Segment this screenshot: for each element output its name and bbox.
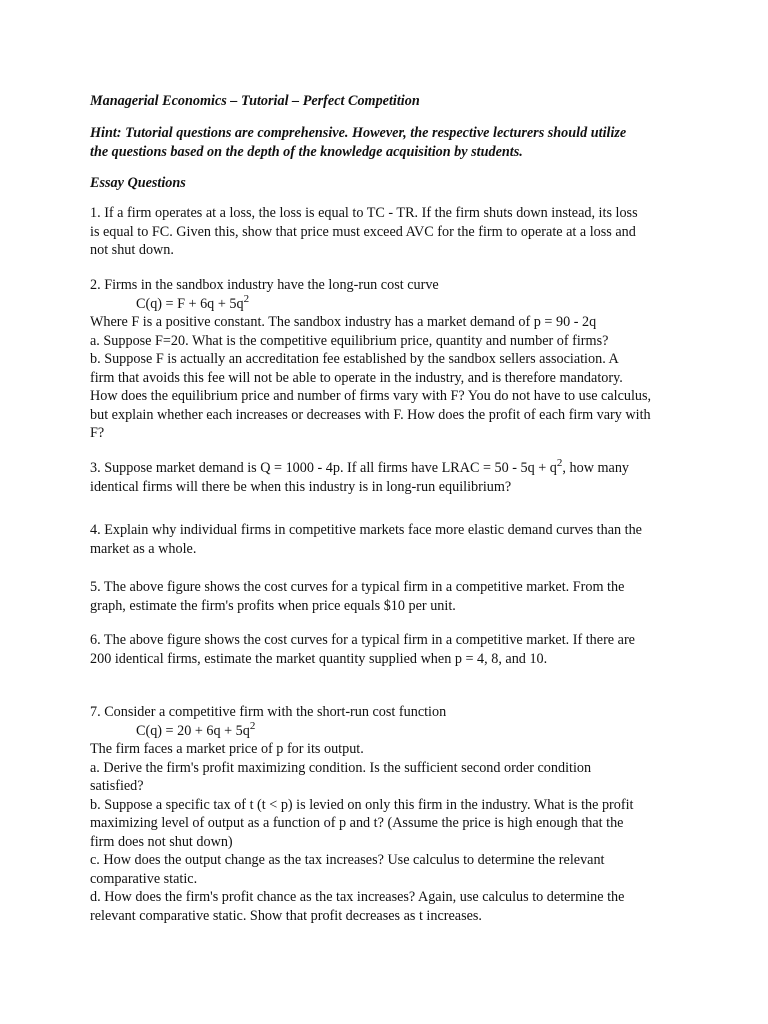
question-2-line: firm that avoids this fee will not be able to operate in the industry, and is therefore mandatory. xyxy=(90,369,623,386)
question-1 xyxy=(90,204,688,260)
question-4 xyxy=(90,521,688,558)
formula-text: C(q) = F + 6q + 5q xyxy=(136,295,244,312)
question-7-line: d. How does the firm's profit chance as the tax increases? Again, use calculus to determine the xyxy=(90,889,625,905)
question-7-line: maximizing level of output as a function of p and t? (Assume the price is high enough that the xyxy=(90,815,624,831)
question-2-line: How does the equilibrium price and number of firms vary with F? You do not have to use calculus, xyxy=(90,388,652,404)
section-heading: Essay Questions xyxy=(90,175,186,191)
question-3-exponent: 2 xyxy=(556,457,563,469)
question-3-text-end: , how many xyxy=(562,460,630,476)
question-7-line: The firm faces a market price of p for its output. xyxy=(90,741,364,757)
question-6-line: 6. The above figure shows the cost curves for a typical firm in a competitive market. If there are xyxy=(90,632,635,648)
question-7-formula xyxy=(90,719,688,741)
question-2-formula xyxy=(90,292,688,314)
question-2-line: a. Suppose F=20. What is the competitive equilibrium price, quantity and number of firms? xyxy=(90,332,609,349)
formula-exponent: 2 xyxy=(243,292,250,305)
question-4-line: 4. Explain why individual firms in competitive markets face more elastic demand curves than the xyxy=(90,522,642,538)
question-3-line: identical firms will there be when this industry is in long-run equilibrium? xyxy=(90,478,512,495)
question-1-line: 1. If a firm operates at a loss, the loss is equal to TC - TR. If the firm shuts down instead, its loss xyxy=(90,205,638,221)
question-3 xyxy=(90,459,688,496)
formula-text: C(q) = 20 + 6q + 5q xyxy=(136,722,250,739)
question-5-line: 5. The above figure shows the cost curves for a typical firm in a competitive market. From the xyxy=(90,579,625,595)
question-1-line: is equal to FC. Given this, show that price must exceed AVC for the firm to operate at a loss and xyxy=(90,223,636,240)
question-4-line: market as a whole. xyxy=(90,540,197,557)
question-1-line: not shut down. xyxy=(90,242,174,258)
question-3-line xyxy=(90,459,688,478)
question-2 xyxy=(90,276,688,443)
hint-paragraph xyxy=(90,124,688,161)
question-7-line: c. How does the output change as the tax increases? Use calculus to determine the relevant xyxy=(90,852,605,868)
question-2-line: F? xyxy=(90,425,105,441)
question-5-line: graph, estimate the firm's profits when price equals $10 per unit. xyxy=(90,597,456,614)
question-3-text: 3. Suppose market demand is Q = 1000 - 4p. If all firms have LRAC = 50 - 5q + q xyxy=(90,460,557,476)
question-2-line: Where F is a positive constant. The sandbox industry has a market demand of p = 90 - 2q xyxy=(90,314,597,330)
hint-line: the questions based on the depth of the knowledge acquisition by students. xyxy=(90,143,523,160)
question-7-line: relevant comparative static. Show that profit decreases as t increases. xyxy=(90,907,482,924)
question-6 xyxy=(90,631,688,668)
formula-exponent: 2 xyxy=(249,719,256,732)
question-2-line: b. Suppose F is actually an accreditation fee established by the sandbox sellers association. A xyxy=(90,351,619,367)
question-7-line: comparative static. xyxy=(90,870,198,887)
document-title: Managerial Economics – Tutorial – Perfect Competition xyxy=(90,93,420,109)
question-7-intro: 7. Consider a competitive firm with the short-run cost function xyxy=(90,704,447,720)
question-7-line: b. Suppose a specific tax of t (t < p) is levied on only this firm in the industry. What is the profit xyxy=(90,796,634,813)
question-7 xyxy=(90,703,688,925)
hint-line: Hint: Tutorial questions are comprehensive. However, the respective lecturers should utilize xyxy=(90,125,627,141)
question-7-line: a. Derive the firm's profit maximizing condition. Is the sufficient second order condition xyxy=(90,759,592,776)
question-6-line: 200 identical firms, estimate the market quantity supplied when p = 4, 8, and 10. xyxy=(90,650,548,667)
question-5 xyxy=(90,578,688,615)
question-2-intro: 2. Firms in the sandbox industry have the long-run cost curve xyxy=(90,277,439,293)
question-7-line: satisfied? xyxy=(90,778,144,794)
question-7-line: firm does not shut down) xyxy=(90,833,233,850)
question-2-line: but explain whether each increases or decreases with F. How does the profit of each firm vary with xyxy=(90,406,651,423)
